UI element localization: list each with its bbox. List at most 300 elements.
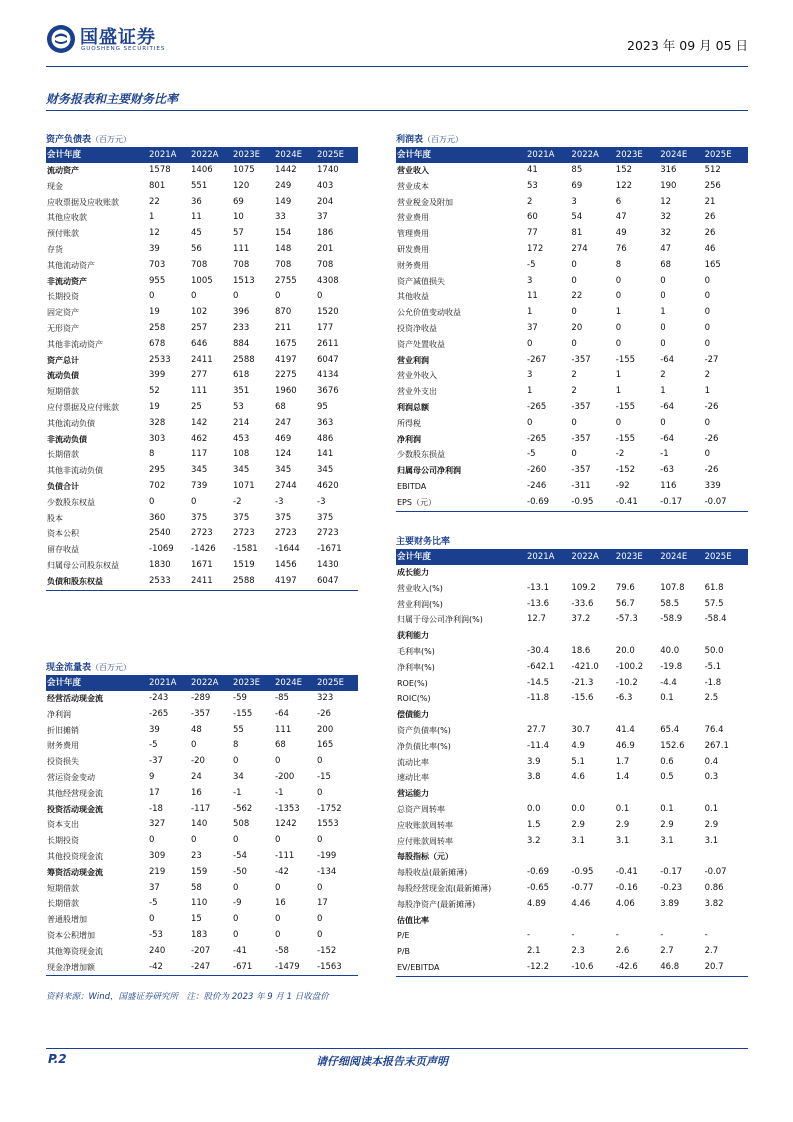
table-row (46, 542, 358, 558)
value-cell: 0 (275, 835, 281, 846)
table-row (396, 179, 748, 195)
ratios-title: 主要财务比率 (396, 537, 451, 547)
row-label: 估值比率 (397, 915, 429, 925)
value-cell: 345 (317, 465, 334, 476)
row-label: 成长能力 (397, 568, 429, 577)
cash-flow-panel (46, 660, 358, 976)
value-cell: 551 (191, 180, 208, 191)
report-date: 2023 年 09 月 05 日 (627, 38, 748, 53)
value-cell: -1 (275, 787, 284, 798)
value-cell: -562 (233, 803, 253, 814)
value-cell: 403 (317, 180, 334, 191)
value-cell: -15 (317, 771, 331, 782)
value-cell: -357 (571, 433, 591, 444)
value-cell: 3.2 (527, 835, 541, 846)
row-label: 财务费用 (47, 741, 79, 751)
row-label: 长期投资 (47, 836, 79, 846)
table-row (396, 723, 748, 739)
row-label: 经营活动现金流 (47, 694, 103, 703)
value-cell: 60 (527, 212, 538, 223)
value-cell: 256 (704, 180, 721, 191)
value-cell: -26 (704, 401, 719, 412)
header-year-cell: 2023E (232, 148, 274, 163)
value-cell: 3.8 (527, 772, 541, 783)
value-cell: -64 (660, 354, 675, 365)
value-cell: 53 (233, 401, 244, 412)
value-cell: -357 (191, 708, 211, 719)
value-cell: -12.2 (526, 960, 570, 976)
value-cell: 47 (660, 243, 672, 254)
value-cell: 65.4 (660, 724, 680, 735)
table-row (46, 574, 358, 590)
table-row (46, 179, 358, 195)
table-row (46, 865, 358, 881)
value-cell (659, 565, 703, 581)
value-cell: 0 (704, 275, 710, 286)
value-cell: -311 (571, 480, 591, 491)
value-cell: 708 (275, 259, 292, 270)
row-label: 营业收入 (397, 166, 429, 175)
value-cell: 955 (149, 275, 166, 286)
value-cell: 2723 (191, 528, 213, 539)
table-row (46, 786, 358, 802)
row-label: 固定资产 (47, 308, 79, 318)
logo-mark-icon (46, 24, 76, 54)
table-row (46, 691, 358, 707)
value-cell: 165 (704, 259, 721, 270)
table-row (46, 195, 358, 211)
value-cell (615, 849, 659, 865)
cash-flow-title (46, 660, 358, 674)
table-row (396, 881, 748, 897)
header-label-cell: 会计年度 (396, 148, 526, 163)
value-cell: 0 (275, 291, 281, 302)
table-row (46, 305, 358, 321)
value-cell: -14.5 (527, 677, 550, 688)
value-cell: 50.0 (704, 645, 724, 656)
value-cell: 54 (571, 212, 583, 223)
value-cell: -13.1 (527, 582, 550, 593)
table-row (46, 723, 358, 739)
value-cell: -152 (615, 465, 636, 476)
value-cell: 0 (191, 496, 197, 507)
value-cell: -54 (233, 850, 247, 861)
row-label: 营运资金变动 (47, 772, 95, 782)
value-cell: 9 (149, 771, 155, 782)
value-cell: 177 (317, 322, 334, 333)
value-cell: 3 (527, 275, 533, 286)
value-cell: 0 (191, 740, 197, 751)
value-cell: -243 (149, 693, 169, 703)
value-cell (615, 786, 659, 802)
row-label: 管理费用 (397, 229, 429, 239)
value-cell: 120 (233, 180, 250, 191)
value-cell: 1960 (275, 386, 297, 397)
value-cell: 4.06 (615, 898, 635, 909)
value-cell: -0.65 (527, 882, 550, 893)
row-label: 净利润 (397, 434, 421, 444)
value-cell: 247 (275, 417, 292, 428)
value-cell: 0 (275, 882, 281, 893)
table-row (46, 447, 358, 463)
value-cell (615, 565, 659, 581)
row-label: 短期借款 (47, 883, 79, 893)
value-cell: 46.9 (615, 740, 635, 751)
row-label: 流动比率 (397, 757, 429, 767)
value-cell: 0 (149, 496, 155, 507)
value-cell: 17 (149, 787, 160, 798)
value-cell: 0 (660, 291, 666, 302)
table-row (46, 258, 358, 274)
value-cell: -58.4 (704, 614, 727, 625)
value-cell: 2723 (233, 528, 255, 539)
value-cell: 152.6 (660, 740, 685, 751)
row-label: 投资损失 (47, 757, 79, 767)
table-row (396, 368, 748, 384)
row-label: 资产负债率(%) (397, 725, 451, 735)
income-statement-panel (396, 132, 748, 512)
value-cell: 0 (615, 275, 622, 286)
income-statement-title (396, 132, 748, 146)
row-label: 长期投资 (47, 292, 79, 302)
value-cell (570, 913, 614, 929)
value-cell: 117 (191, 449, 208, 460)
table-row (396, 865, 748, 881)
row-label: 资本支出 (47, 820, 79, 830)
value-cell: 111 (191, 386, 208, 397)
table-row (396, 849, 748, 865)
value-cell: 2.1 (527, 946, 541, 957)
row-label: 其他非流动负债 (47, 466, 103, 476)
value-cell: 56.7 (615, 598, 635, 609)
table-row (396, 660, 748, 676)
value-cell: 1 (527, 386, 533, 397)
value-cell: 0.1 (615, 803, 630, 814)
value-cell: 0 (704, 449, 710, 460)
value-cell: -63 (660, 465, 675, 476)
header-year-cell: 2022A (570, 550, 614, 565)
row-label: 营业利润(%) (397, 599, 443, 609)
value-cell: -117 (191, 803, 211, 814)
value-cell: 2.9 (615, 819, 630, 830)
row-label: 现金净增加额 (46, 960, 148, 976)
value-cell: 1578 (149, 165, 171, 175)
value-cell: -33.6 (571, 598, 594, 609)
value-cell: -671 (232, 960, 274, 976)
value-cell: 0 (615, 291, 622, 302)
value-cell: -13.6 (527, 598, 550, 609)
value-cell: -246 (527, 480, 547, 491)
table-row (46, 558, 358, 574)
table-row (396, 913, 748, 929)
row-label: 财务费用 (397, 260, 429, 270)
value-cell: 37 (317, 212, 328, 223)
value-cell: 4308 (317, 275, 339, 286)
value-cell: 183 (191, 929, 208, 940)
value-cell: 1513 (233, 275, 255, 286)
row-label: 现金 (47, 181, 63, 191)
table-row (46, 226, 358, 242)
value-cell: 4197 (275, 354, 297, 365)
value-cell: 2.5 (704, 693, 719, 704)
value-cell: 396 (233, 307, 250, 318)
value-cell: 0 (704, 322, 710, 333)
value-cell: 0 (571, 259, 577, 270)
value-cell: 0 (704, 338, 710, 349)
table-row (396, 739, 748, 755)
table-row (396, 707, 748, 723)
table-row (46, 479, 358, 495)
row-label: 流动负债 (47, 371, 79, 381)
header-year-cell: 2024E (659, 148, 703, 163)
row-label: 公允价值变动收益 (397, 308, 461, 318)
value-cell: 512 (704, 165, 721, 175)
value-cell: -9 (233, 898, 242, 909)
value-cell: 40.0 (660, 645, 680, 656)
row-label: 其他收益 (397, 292, 429, 302)
value-cell: -19.8 (660, 661, 683, 672)
value-cell: 1520 (317, 307, 339, 318)
value-cell: 4134 (317, 370, 339, 381)
row-label: 资本公积 (47, 529, 79, 539)
row-label: 筹资活动现金流 (47, 867, 103, 877)
row-label: 应收票据及应收账款 (47, 197, 119, 207)
value-cell: 30.7 (571, 724, 591, 735)
value-cell: 2744 (275, 480, 297, 491)
header-year-cell: 2024E (659, 550, 703, 565)
value-cell: -265 (527, 433, 547, 444)
row-label: 营业税金及附加 (397, 197, 453, 207)
value-cell: 37.2 (571, 614, 591, 625)
value-cell: 0 (275, 929, 281, 940)
value-cell: 22 (571, 291, 583, 302)
source-note: 资料来源：Wind，国盛证券研究所 注：股价为 2023 年 9 月 1 日收盘价 (46, 992, 329, 1002)
value-cell: 53 (527, 180, 538, 191)
value-cell: 0 (615, 322, 622, 333)
value-cell: 0 (704, 307, 710, 318)
table-row (396, 274, 748, 290)
value-cell (704, 913, 748, 929)
row-label: 其他筹资现金流 (47, 946, 103, 956)
value-cell: 0 (191, 835, 197, 846)
value-cell: -10.6 (570, 960, 614, 976)
value-cell: 27.7 (527, 724, 546, 735)
table-row (46, 960, 358, 976)
row-label: 营运能力 (397, 789, 429, 799)
header-year-cell: 2023E (615, 148, 659, 163)
value-cell: 20.0 (615, 645, 635, 656)
table-row (396, 928, 748, 944)
value-cell: 360 (149, 512, 166, 523)
value-cell: 37 (527, 322, 538, 333)
row-label: 投资净收益 (397, 323, 437, 333)
table-row (396, 463, 748, 479)
table-header-row (46, 676, 358, 691)
value-cell: -0.95 (570, 495, 614, 511)
value-cell: -42 (275, 866, 289, 877)
row-label: 营业外支出 (397, 387, 437, 397)
row-label: 净利率(%) (397, 662, 435, 672)
value-cell: - (571, 930, 575, 941)
row-label: 资本公积增加 (47, 930, 95, 940)
table-row (396, 834, 748, 850)
value-cell: 0 (317, 914, 323, 925)
value-cell: 2.6 (615, 946, 630, 957)
value-cell: 3676 (317, 386, 339, 397)
value-cell: 95 (317, 401, 328, 412)
value-cell: 1 (660, 307, 666, 318)
row-label: 资产处置收益 (397, 339, 445, 349)
table-row (46, 770, 358, 786)
value-cell: 327 (149, 819, 166, 830)
value-cell: -0.07 (704, 495, 748, 511)
value-cell: -64 (275, 708, 289, 719)
table-row (46, 707, 358, 723)
value-cell: 2.9 (660, 819, 674, 830)
row-label: 资产减值损失 (397, 276, 445, 286)
value-cell: -59 (233, 693, 247, 703)
value-cell: 16 (275, 898, 286, 909)
header-year-cell: 2023E (232, 676, 274, 691)
value-cell: 219 (149, 866, 166, 877)
table-row (396, 432, 748, 448)
value-cell: 32 (660, 212, 672, 223)
row-label: 营业成本 (397, 181, 429, 191)
value-cell (526, 628, 570, 644)
row-label: 应收账款周转率 (397, 820, 453, 830)
value-cell: 0 (571, 275, 577, 286)
value-cell: -3 (275, 496, 284, 507)
value-cell: -200 (275, 771, 295, 782)
value-cell: 0 (233, 882, 239, 893)
value-cell: -15.6 (571, 693, 594, 704)
row-label: 每股指标（元） (397, 852, 453, 862)
value-cell: -1752 (317, 803, 342, 814)
value-cell: 0 (527, 338, 533, 349)
table-row (396, 163, 748, 179)
value-cell: 0 (233, 914, 239, 925)
row-label: 归属于母公司净利润(%) (397, 615, 483, 625)
table-row (46, 912, 358, 928)
value-cell: 0.5 (660, 772, 674, 783)
value-cell (526, 707, 570, 723)
value-cell: -26 (704, 465, 719, 476)
value-cell: 618 (233, 370, 250, 381)
value-cell: -20 (191, 756, 205, 767)
value-cell: -5 (149, 898, 158, 909)
value-cell: 1005 (191, 275, 213, 286)
table-header-row (46, 148, 358, 163)
value-cell: 0.0 (527, 803, 541, 814)
ratios-table (396, 550, 748, 977)
value-cell (526, 786, 570, 802)
value-cell: -6.3 (615, 693, 633, 704)
table-row (396, 258, 748, 274)
value-cell: -247 (190, 960, 232, 976)
value-cell: 201 (317, 243, 334, 254)
value-cell: -260 (527, 465, 547, 476)
row-label: 其他投资现金流 (47, 851, 103, 861)
table-row (396, 897, 748, 913)
value-cell: 0 (233, 756, 239, 767)
row-label: 短期借款 (47, 387, 79, 397)
value-cell: 12 (660, 196, 672, 207)
value-cell: 1830 (149, 559, 171, 570)
value-cell: -155 (615, 401, 636, 412)
value-cell: 108 (233, 449, 250, 460)
value-cell: 8 (149, 449, 155, 460)
header-year-cell: 2024E (274, 148, 316, 163)
value-cell: 4197 (274, 574, 316, 590)
value-cell: 258 (149, 322, 166, 333)
value-cell: 140 (191, 819, 208, 830)
value-cell: 870 (275, 307, 292, 318)
logo-text-cn: 国盛证券 (80, 27, 156, 48)
table-row (396, 628, 748, 644)
table-row (46, 526, 358, 542)
value-cell: 26 (704, 212, 716, 223)
value-cell: 200 (317, 724, 334, 735)
header-year-cell: 2021A (526, 148, 570, 163)
table-row (46, 321, 358, 337)
value-cell: -357 (571, 401, 591, 412)
table-row (396, 242, 748, 258)
value-cell: 22 (149, 196, 160, 207)
row-label: 应付票据及应付账款 (47, 402, 119, 412)
row-label: 投资活动现金流 (47, 804, 103, 814)
table-header-row (396, 148, 748, 163)
value-cell: 36 (191, 196, 202, 207)
value-cell (704, 628, 748, 644)
value-cell: 20.7 (704, 960, 748, 976)
value-cell: 48 (191, 724, 202, 735)
value-cell: 8 (233, 740, 239, 751)
value-cell: -37 (149, 756, 163, 767)
value-cell: 2755 (275, 275, 297, 286)
value-cell: 6047 (316, 574, 358, 590)
value-cell: -42.6 (615, 960, 659, 976)
footer-disclaimer: 请仔细阅读本报告末页声明 (316, 1055, 448, 1068)
value-cell: 233 (233, 322, 250, 333)
value-cell: 26 (704, 228, 716, 239)
value-cell: -1 (660, 449, 669, 460)
value-cell: -0.95 (571, 867, 594, 878)
value-cell: 328 (149, 417, 166, 428)
table-row (46, 416, 358, 432)
income-statement-unit: （百万元） (423, 135, 464, 144)
value-cell: 375 (317, 512, 334, 523)
value-cell: 295 (149, 465, 166, 476)
value-cell: 4.46 (571, 898, 591, 909)
value-cell: 4620 (317, 480, 339, 491)
value-cell: 57.5 (704, 598, 724, 609)
value-cell: 152 (615, 165, 633, 175)
row-label: 总资产周转率 (397, 804, 445, 814)
table-row (396, 676, 748, 692)
value-cell: 646 (191, 338, 208, 349)
value-cell: 2 (660, 370, 666, 381)
table-row (46, 463, 358, 479)
value-cell: 56 (191, 243, 202, 254)
value-cell: -92 (615, 480, 630, 491)
value-cell: 0 (704, 291, 710, 302)
value-cell: 76.4 (704, 724, 724, 735)
value-cell (526, 565, 570, 581)
value-cell: 21 (704, 196, 716, 207)
table-row (396, 416, 748, 432)
value-cell: 4.6 (571, 772, 585, 783)
value-cell: 39 (149, 243, 160, 254)
